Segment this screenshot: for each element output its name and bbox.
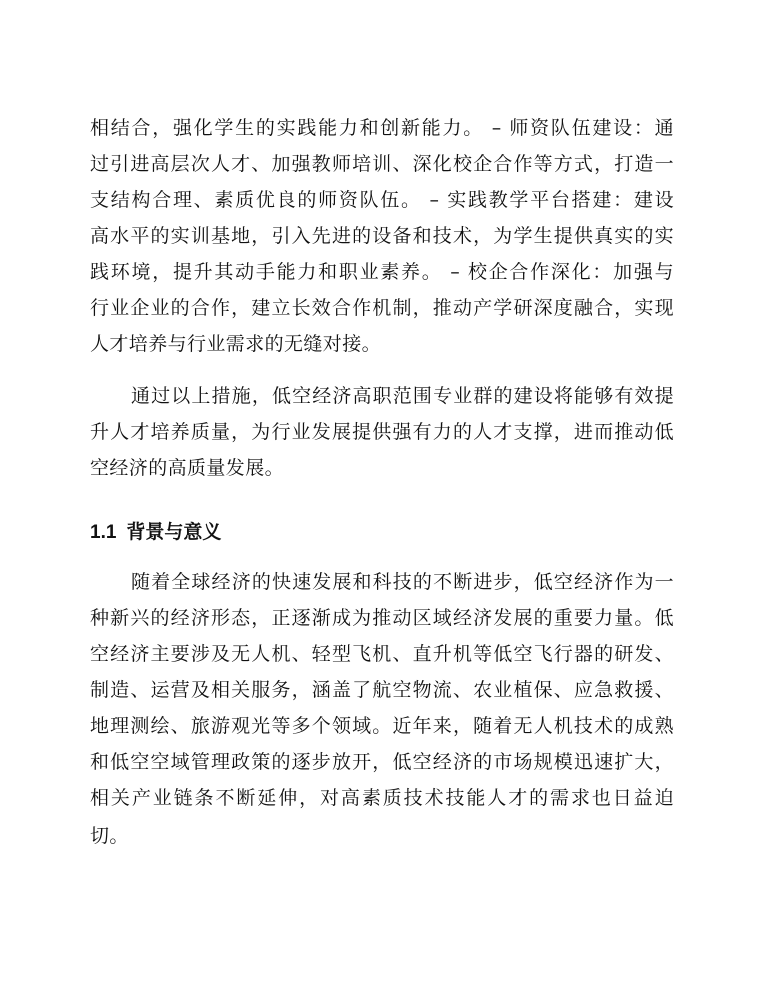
paragraph-line: 空经济的高质量发展。 [90, 457, 285, 479]
paragraph-line: 空经济主要涉及无人机、轻型飞机、直升机等低空飞行器的研发、 [90, 643, 674, 665]
paragraph-line: 随着全球经济的快速发展和科技的不断进步，低空经济作为一 [131, 571, 674, 593]
section-number: 1.1 [90, 522, 117, 543]
paragraph-line: 种新兴的经济形态，正逐渐成为推动区域经济发展的重要力量。低 [90, 607, 674, 629]
paragraph-line: 相结合，强化学生的实践能力和创新能力。 – 师资队伍建设：通 [90, 117, 674, 139]
paragraph-line: 和低空空域管理政策的逐步放开，低空经济的市场规模迅速扩大， [90, 751, 674, 773]
paragraph-line: 过引进高层次人才、加强教师培训、深化校企合作等方式，打造一 [90, 153, 674, 175]
paragraph-line: 行业企业的合作，建立长效合作机制，推动产学研深度融合，实现 [90, 297, 674, 319]
paragraph-line: 制造、运营及相关服务，涵盖了航空物流、农业植保、应急救援、 [90, 679, 674, 701]
paragraph-line: 切。 [90, 825, 129, 847]
paragraph-line: 支结构合理、素质优良的师资队伍。 – 实践教学平台搭建：建设 [90, 189, 674, 211]
section-heading [90, 514, 221, 550]
paragraph-line: 践环境，提升其动手能力和职业素养。 – 校企合作深化：加强与 [90, 261, 674, 283]
paragraph-line: 相关产业链条不断延伸，对高素质技术技能人才的需求也日益迫 [90, 787, 674, 809]
section-title: 背景与意义 [126, 521, 222, 543]
paragraph-line: 高水平的实训基地，引入先进的设备和技术，为学生提供真实的实 [90, 225, 674, 247]
paragraph-line: 人才培养与行业需求的无缝对接。 [90, 333, 382, 355]
paragraph-line: 地理测绘、旅游观光等多个领域。近年来，随着无人机技术的成熟 [90, 715, 674, 737]
paragraph-line: 升人才培养质量，为行业发展提供强有力的人才支撑，进而推动低 [90, 421, 674, 443]
paragraph-line: 通过以上措施，低空经济高职范围专业群的建设将能够有效提 [131, 385, 674, 407]
